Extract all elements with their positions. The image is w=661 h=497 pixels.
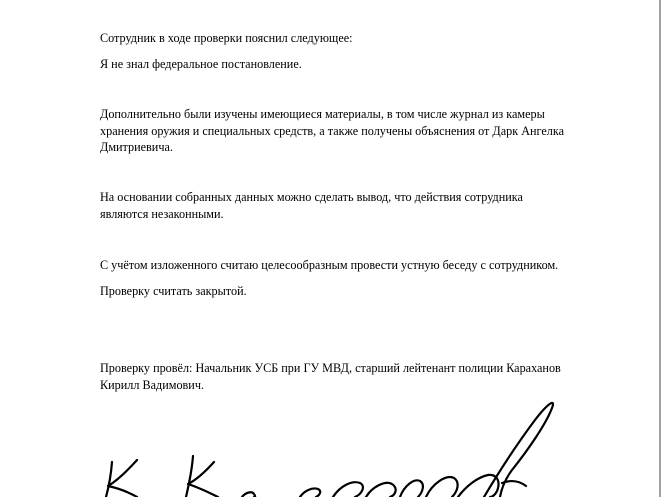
paragraph-explained-intro xyxy=(100,30,570,47)
text-line: Проверку провёл: Начальник УСБ при ГУ МВД, старший лейтенант полиции Караханов xyxy=(100,361,561,375)
paragraph-closed xyxy=(100,283,570,300)
text-line: хранения оружия и специальных средств, а также получены объяснения от Дарк Ангелка xyxy=(100,123,565,138)
paragraph-conclusion xyxy=(100,189,570,222)
paragraph-recommendation xyxy=(100,257,570,274)
text-line: являются незаконными. xyxy=(100,206,224,221)
text-line: Я не знал федеральное постановление. xyxy=(100,57,302,71)
text-line: На основании собранных данных можно сделать вывод, что действия сотрудника xyxy=(100,190,523,204)
paragraph-inspector xyxy=(100,360,570,393)
text-line: С учётом изложенного считаю целесообразным провести устную беседу с сотрудником. xyxy=(100,258,559,272)
text-line: Дмитриевича. xyxy=(100,140,173,154)
paragraph-materials-studied xyxy=(100,106,570,156)
text-line: Проверку считать закрытой. xyxy=(100,284,247,298)
text-line: Кирилл Вадимович. xyxy=(100,377,204,392)
paragraph-employee-statement xyxy=(100,56,570,73)
text-line: Дополнительно были изучены имеющиеся материалы, в том числе журнал из камеры xyxy=(100,107,545,121)
text-line: Сотрудник в ходе проверки пояснил следующее: xyxy=(100,31,353,45)
